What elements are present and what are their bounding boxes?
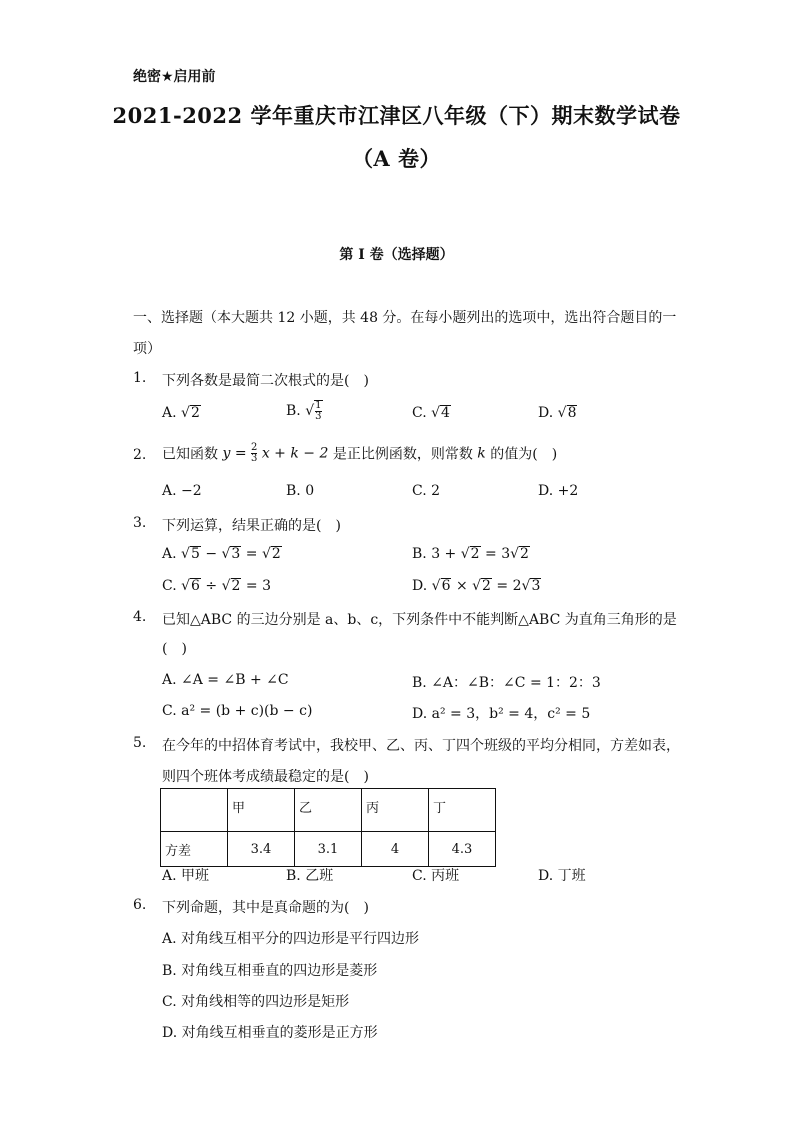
q3-option-c: C. √6 ÷ √2 = 3 <box>162 578 271 594</box>
q3-option-a: A. √5 − √3 = √2 <box>162 546 281 562</box>
q4-stem-line2: ( ) <box>162 641 187 657</box>
table-header-cell: 乙 <box>295 789 362 832</box>
q5-option-a: A. 甲班 <box>162 868 210 884</box>
q6-option-c: C. 对角线相等的四边形是矩形 <box>162 994 350 1010</box>
q4-stem-line1: 已知△ABC 的三边分别是 a、b、c，下列条件中不能判断△ABC 为直角三角形的是 <box>162 612 677 628</box>
q3-option-b: B. 3 + √2 = 3√2 <box>412 546 529 562</box>
part1-intro-line1: 一、选择题（本大题共 12 小题，共 48 分。在每小题列出的选项中，选出符合题目的一 <box>133 310 677 326</box>
q6-option-d: D. 对角线互相垂直的菱形是正方形 <box>162 1025 378 1041</box>
q6-number: 6. <box>133 897 147 913</box>
table-row-label: 方差 <box>161 832 228 867</box>
q1-stem: 下列各数是最简二次根式的是( ) <box>162 373 369 389</box>
table-cell: 4 <box>362 832 429 867</box>
table-cell: 3.1 <box>295 832 362 867</box>
q3-number: 3. <box>133 515 147 531</box>
q1-option-d: D. √8 <box>538 405 577 421</box>
q6-option-b: B. 对角线互相垂直的四边形是菱形 <box>162 963 378 979</box>
table-header-cell: 甲 <box>228 789 295 832</box>
q5-stem-line2: 则四个班体考成绩最稳定的是( ) <box>162 769 369 785</box>
q2-option-b: B. 0 <box>286 483 315 499</box>
table-header-cell <box>161 789 228 832</box>
q5-option-d: D. 丁班 <box>538 868 586 884</box>
q2-option-a: A. −2 <box>162 483 202 499</box>
q6-stem: 下列命题，其中是真命题的为( ) <box>162 900 369 916</box>
table-cell: 4.3 <box>429 832 496 867</box>
q1-option-a: A. √2 <box>162 405 200 421</box>
part1-intro-line2: 项） <box>133 341 161 357</box>
q3-option-d: D. √6 × √2 = 2√3 <box>412 578 541 594</box>
q5-number: 5. <box>133 735 147 751</box>
section-title: 第 I 卷（选择题） <box>339 247 454 263</box>
q4-option-d: D. a² = 3，b² = 4，c² = 5 <box>412 706 591 722</box>
q5-stem-line1: 在今年的中招体育考试中，我校甲、乙、丙、丁四个班级的平均分相同，方差如表， <box>162 738 680 754</box>
q2-stem: 已知函数 y = $\frac{2}{3}$ x + k − 2 是正比例函数，则常数 k 的值为( ) <box>162 442 558 464</box>
table-row <box>161 832 496 867</box>
q4-option-a: A. ∠A = ∠B + ∠C <box>162 672 289 688</box>
variance-table <box>160 788 496 867</box>
q6-option-a: A. 对角线互相平分的四边形是平行四边形 <box>162 931 420 947</box>
q4-option-c: C. a² = (b + c)(b − c) <box>162 703 313 719</box>
confidential-mark: 绝密★启用前 <box>133 69 216 85</box>
table-header-cell: 丁 <box>429 789 496 832</box>
q2-number: 2. <box>133 447 147 463</box>
table-header-cell: 丙 <box>362 789 429 832</box>
q1-option-c: C. √4 <box>412 405 450 421</box>
q1-number: 1. <box>133 370 147 386</box>
q4-number: 4. <box>133 609 147 625</box>
q5-option-b: B. 乙班 <box>286 868 334 884</box>
exam-title-line1: 2021-2022 学年重庆市江津区八年级（下）期末数学试卷 <box>112 103 681 128</box>
q2-option-c: C. 2 <box>412 483 441 499</box>
q2-option-d: D. +2 <box>538 483 579 499</box>
table-cell: 3.4 <box>228 832 295 867</box>
q4-option-b: B. ∠A：∠B：∠C = 1：2：3 <box>412 675 601 691</box>
q5-option-c: C. 丙班 <box>412 868 460 884</box>
q3-stem: 下列运算，结果正确的是( ) <box>162 518 341 534</box>
exam-title-line2: （A 卷） <box>351 146 442 171</box>
table-header-row <box>161 789 496 832</box>
q1-option-b: B. √ $\frac{1}{3}$ <box>286 400 322 422</box>
